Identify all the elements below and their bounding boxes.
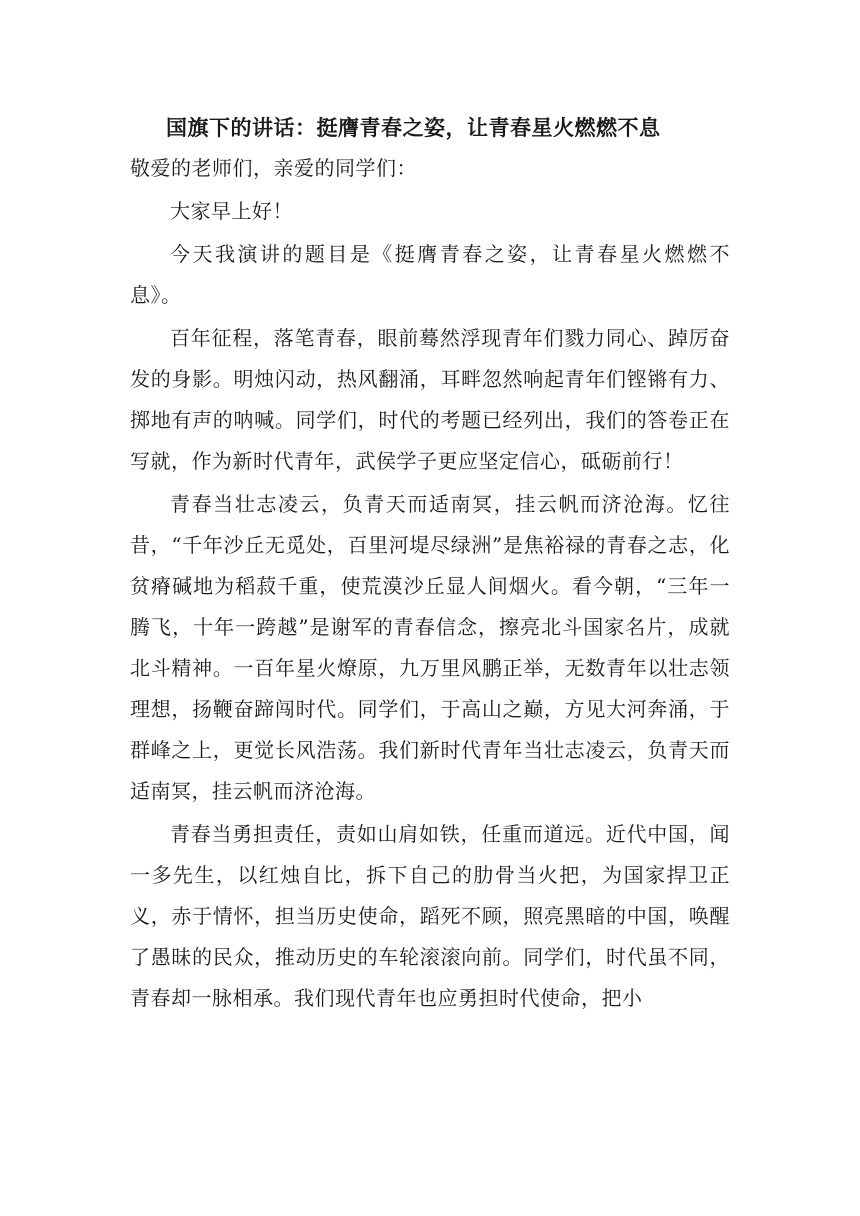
paragraph-intro: 百年征程，落笔青春，眼前蓦然浮现青年们戮力同心、踔厉奋发的身影。明烛闪动，热风翻涌，耳畔忽然响起青年们铿锵有力、掷地有声的呐喊。同学们，时代的考题已经列出，我们的答卷正在写就，作为新时代青年，武侯学子更应坚定信心，砥砺前行！ xyxy=(130,326,730,473)
greeting-paragraph: 大家早上好！ xyxy=(170,199,293,223)
paragraph-topic: 今天我演讲的题目是《挺膺青春之姿，让青春星火燃燃不息》。 xyxy=(130,242,730,307)
salutation: 敬爱的老师们，亲爱的同学们： xyxy=(130,156,417,180)
document-page xyxy=(130,108,730,1019)
paragraph-responsibility: 青春当勇担责任，责如山肩如铁，任重而道远。近代中国，闻一多先生，以红烛自比，拆下自己的肋骨当火把，为国家捍卫正义，赤于情怀，担当历史使命，蹈死不顾，照亮黑暗的中国，唤醒了愚昧的民众，推动历史的车轮滚滚向前。同学们，时代虽不同，青春却一脉相承。我们现代青年也应勇担时代使命，把小 xyxy=(130,822,730,1010)
speech-title: 国旗下的讲话：挺膺青春之姿，让青春星火燃燃不息 xyxy=(166,115,661,140)
paragraph-ambition: 青春当壮志凌云，负青天而适南冥，挂云帆而济沧海。忆往昔，“千年沙丘无觅处，百里河堤尽绿洲”是焦裕禄的青春之志，化贫瘠碱地为稻菽千重，使荒漠沙丘显人间烟火。看今朝，“三年一腾飞，十年一跨越”是谢军的青春信念，擦亮北斗国家名片，成就北斗精神。一百年星火燎原，九万里风鹏正举，无数青年以壮志领理想，扬鞭奋蹄闯时代。同学们，于高山之巅，方见大河奔涌，于群峰之上，更觉长风浩荡。我们新时代青年当壮志凌云，负青天而适南冥，挂云帆而济沧海。 xyxy=(130,492,730,803)
